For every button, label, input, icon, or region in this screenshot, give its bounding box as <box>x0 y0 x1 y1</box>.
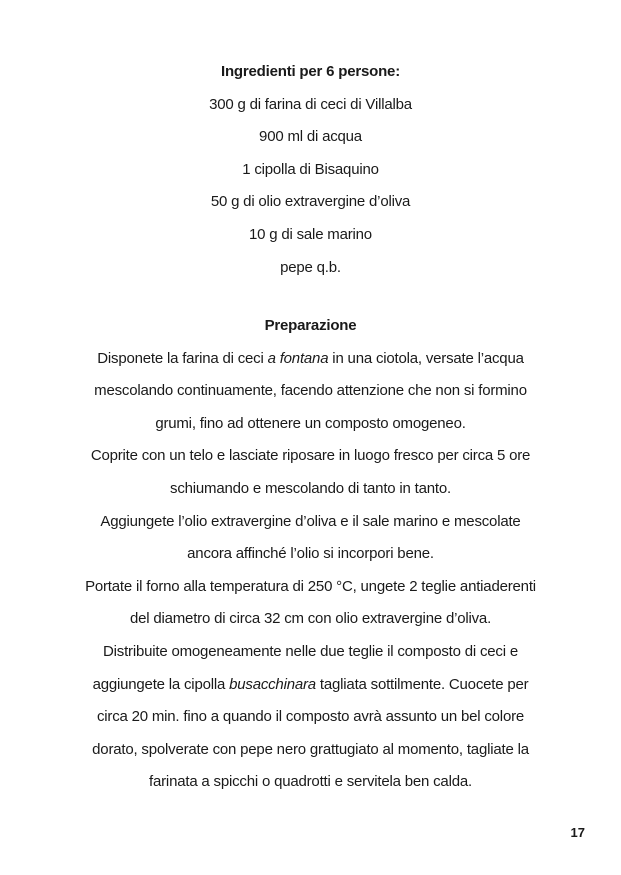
text-run: tagliata sottilmente. Cuocete per <box>315 675 529 693</box>
preparation-line: circa 20 min. fino a quando il composto avrà assunto un bel colore <box>96 708 525 726</box>
preparation-line: farinata a spicchi o quadrotti e servitela ben calda. <box>149 773 472 791</box>
preparation-line: ancora affinché l’olio si incorpori bene. <box>187 545 434 563</box>
ingredient-item: 50 g di olio extravergine d’oliva <box>210 193 411 211</box>
preparation-line: Distribuite omogeneamente nelle due teglie il composto di ceci e <box>103 642 518 660</box>
preparation-line: dorato, spolverate con pepe nero grattugiato al momento, tagliate la <box>92 740 529 758</box>
preparation-section <box>40 310 581 799</box>
preparation-line: Coprite con un telo e lasciate riposare in luogo fresco per circa 5 ore <box>90 447 531 465</box>
preparation-line <box>40 343 581 376</box>
ingredient-item: 900 ml di acqua <box>259 128 362 146</box>
preparation-line: mescolando continuamente, facendo attenzione che non si formino <box>94 382 527 400</box>
preparation-line: grumi, fino ad ottenere un composto omogeneo. <box>155 414 466 432</box>
preparation-line: Portate il forno alla temperatura di 250 °C, ungete 2 teglie antiaderenti <box>85 577 536 595</box>
ingredients-heading: Ingredienti per 6 persone: <box>220 63 400 80</box>
text-run: Disponete la farina di ceci <box>97 349 268 367</box>
ingredient-item: 1 cipolla di Bisaquino <box>242 160 379 178</box>
preparation-line: schiumando e mescolando di tanto in tanto. <box>170 479 451 497</box>
preparation-line: del diametro di circa 32 cm con olio extravergine d’oliva. <box>129 610 492 628</box>
preparation-line <box>40 669 581 702</box>
ingredient-item: 10 g di sale marino <box>249 225 372 243</box>
preparation-line: Aggiungete l’olio extravergine d’oliva e il sale marino e mescolate <box>100 512 521 530</box>
ingredient-item: pepe q.b. <box>280 258 341 276</box>
preparation-heading: Preparazione <box>264 317 357 334</box>
ingredient-item: 300 g di farina di ceci di Villalba <box>209 95 412 113</box>
italic-term: a fontana <box>267 349 329 367</box>
page-number: 17 <box>570 825 585 840</box>
text-run: in una ciotola, versate l’acqua <box>328 349 524 367</box>
ingredients-section <box>0 56 621 284</box>
text-run: aggiungete la cipolla <box>92 675 230 693</box>
italic-term: busacchinara <box>229 675 316 693</box>
